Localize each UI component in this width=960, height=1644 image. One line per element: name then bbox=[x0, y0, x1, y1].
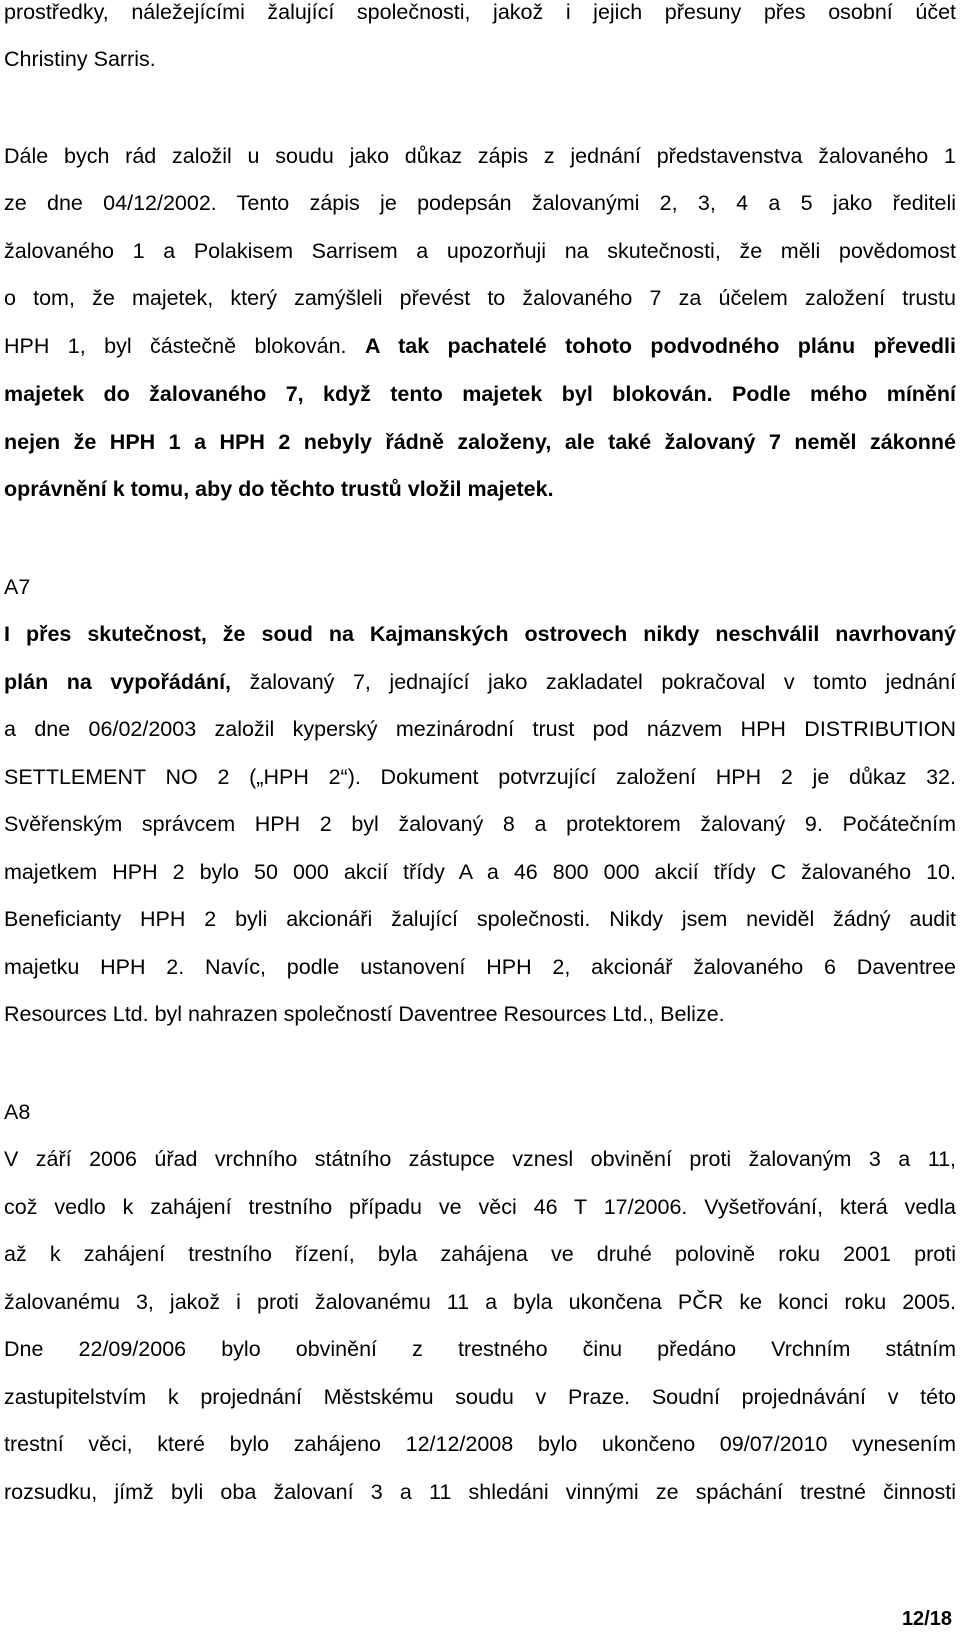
paragraph-line: Dne 22/09/2006 bylo obvinění z trestného činu předáno Vrchním státním bbox=[4, 1337, 956, 1361]
paragraph-line bbox=[4, 660, 956, 705]
document-page bbox=[4, 0, 956, 1644]
paragraph-line bbox=[4, 324, 956, 369]
paragraph-line: Christiny Sarris. bbox=[4, 47, 156, 71]
paragraph-line: majetku HPH 2. Navíc, podle ustanovení HPH 2, akcionář žalovaného 6 Daventree bbox=[4, 955, 956, 979]
section-heading: A8 bbox=[4, 1100, 31, 1124]
paragraph-line: Dále bych rád založil u soudu jako důkaz zápis z jednání představenstva žalovaného 1 bbox=[4, 144, 956, 168]
section-heading: A7 bbox=[4, 575, 31, 599]
paragraph-line: nejen že HPH 1 a HPH 2 nebyly řádně založeny, ale také žalovaný 7 neměl zákonné bbox=[4, 430, 956, 454]
paragraph-line: Beneficianty HPH 2 byli akcionáři žalující společnosti. Nikdy jsem neviděl žádný audit bbox=[4, 907, 956, 931]
bold-text-run: A tak pachatelé tohoto podvodného plánu převedli bbox=[364, 334, 956, 358]
paragraph-line: prostředky, náležejícími žalující společnosti, jakož i jejich přesuny přes osobní účet bbox=[4, 0, 956, 24]
paragraph-line: ze dne 04/12/2002. Tento zápis je podepsán žalovanými 2, 3, 4 a 5 jako řediteli bbox=[4, 191, 956, 215]
paragraph-line: majetkem HPH 2 bylo 50 000 akcií třídy A a 46 800 000 akcií třídy C žalovaného 10. bbox=[4, 860, 956, 884]
paragraph-line: žalovaného 1 a Polakisem Sarrisem a upozorňuji na skutečnosti, že měli povědomost bbox=[4, 239, 956, 263]
text-run: žalovaný 7, jednající jako zakladatel pokračoval v tomto jednání bbox=[231, 670, 956, 694]
page-number: 12/18 bbox=[901, 1608, 952, 1630]
bold-text-run: majetek do žalovaného 7, když tento majetek byl blokován. bbox=[4, 382, 713, 406]
paragraph-line: V září 2006 úřad vrchního státního zástupce vznesl obvinění proti žalovaným 3 a 11, bbox=[4, 1147, 956, 1171]
bold-text-run: plán na vypořádání, bbox=[4, 670, 232, 694]
paragraph-line: což vedlo k zahájení trestního případu ve věci 46 T 17/2006. Vyšetřování, která vedla bbox=[4, 1195, 956, 1219]
paragraph-line: zastupitelstvím k projednání Městskému soudu v Praze. Soudní projednávání v této bbox=[4, 1385, 956, 1409]
paragraph-line: a dne 06/02/2003 založil kyperský mezinárodní trust pod názvem HPH DISTRIBUTION bbox=[4, 717, 956, 741]
bold-text-run: Podle mého mínění bbox=[712, 382, 956, 406]
paragraph-line: trestní věci, které bylo zahájeno 12/12/2008 bylo ukončeno 09/07/2010 vynesením bbox=[4, 1432, 956, 1456]
paragraph-line: o tom, že majetek, který zamýšleli převést to žalovaného 7 za účelem založení trustu bbox=[4, 286, 956, 310]
paragraph-line: SETTLEMENT NO 2 („HPH 2“). Dokument potvrzující založení HPH 2 je důkaz 32. bbox=[4, 765, 956, 789]
paragraph-line: rozsudku, jímž byli oba žalovaní 3 a 11 shledáni vinnými ze spáchání trestné činnosti bbox=[4, 1480, 956, 1504]
paragraph-line: Svěřenským správcem HPH 2 byl žalovaný 8 a protektorem žalovaný 9. Počátečním bbox=[4, 812, 956, 836]
paragraph-line: až k zahájení trestního řízení, byla zahájena ve druhé polovině roku 2001 proti bbox=[4, 1242, 956, 1266]
paragraph-line: oprávnění k tomu, aby do těchto trustů vložil majetek. bbox=[4, 477, 554, 501]
paragraph-line bbox=[4, 372, 956, 417]
text-run: HPH 1, byl částečně blokován. bbox=[4, 334, 365, 358]
paragraph-line: I přes skutečnost, že soud na Kajmanských ostrovech nikdy neschválil navrhovaný bbox=[4, 622, 956, 646]
paragraph-line: žalovanému 3, jakož i proti žalovanému 11 a byla ukončena PČR ke konci roku 2005. bbox=[4, 1290, 956, 1314]
paragraph-line: Resources Ltd. byl nahrazen společností Daventree Resources Ltd., Belize. bbox=[4, 1002, 725, 1026]
